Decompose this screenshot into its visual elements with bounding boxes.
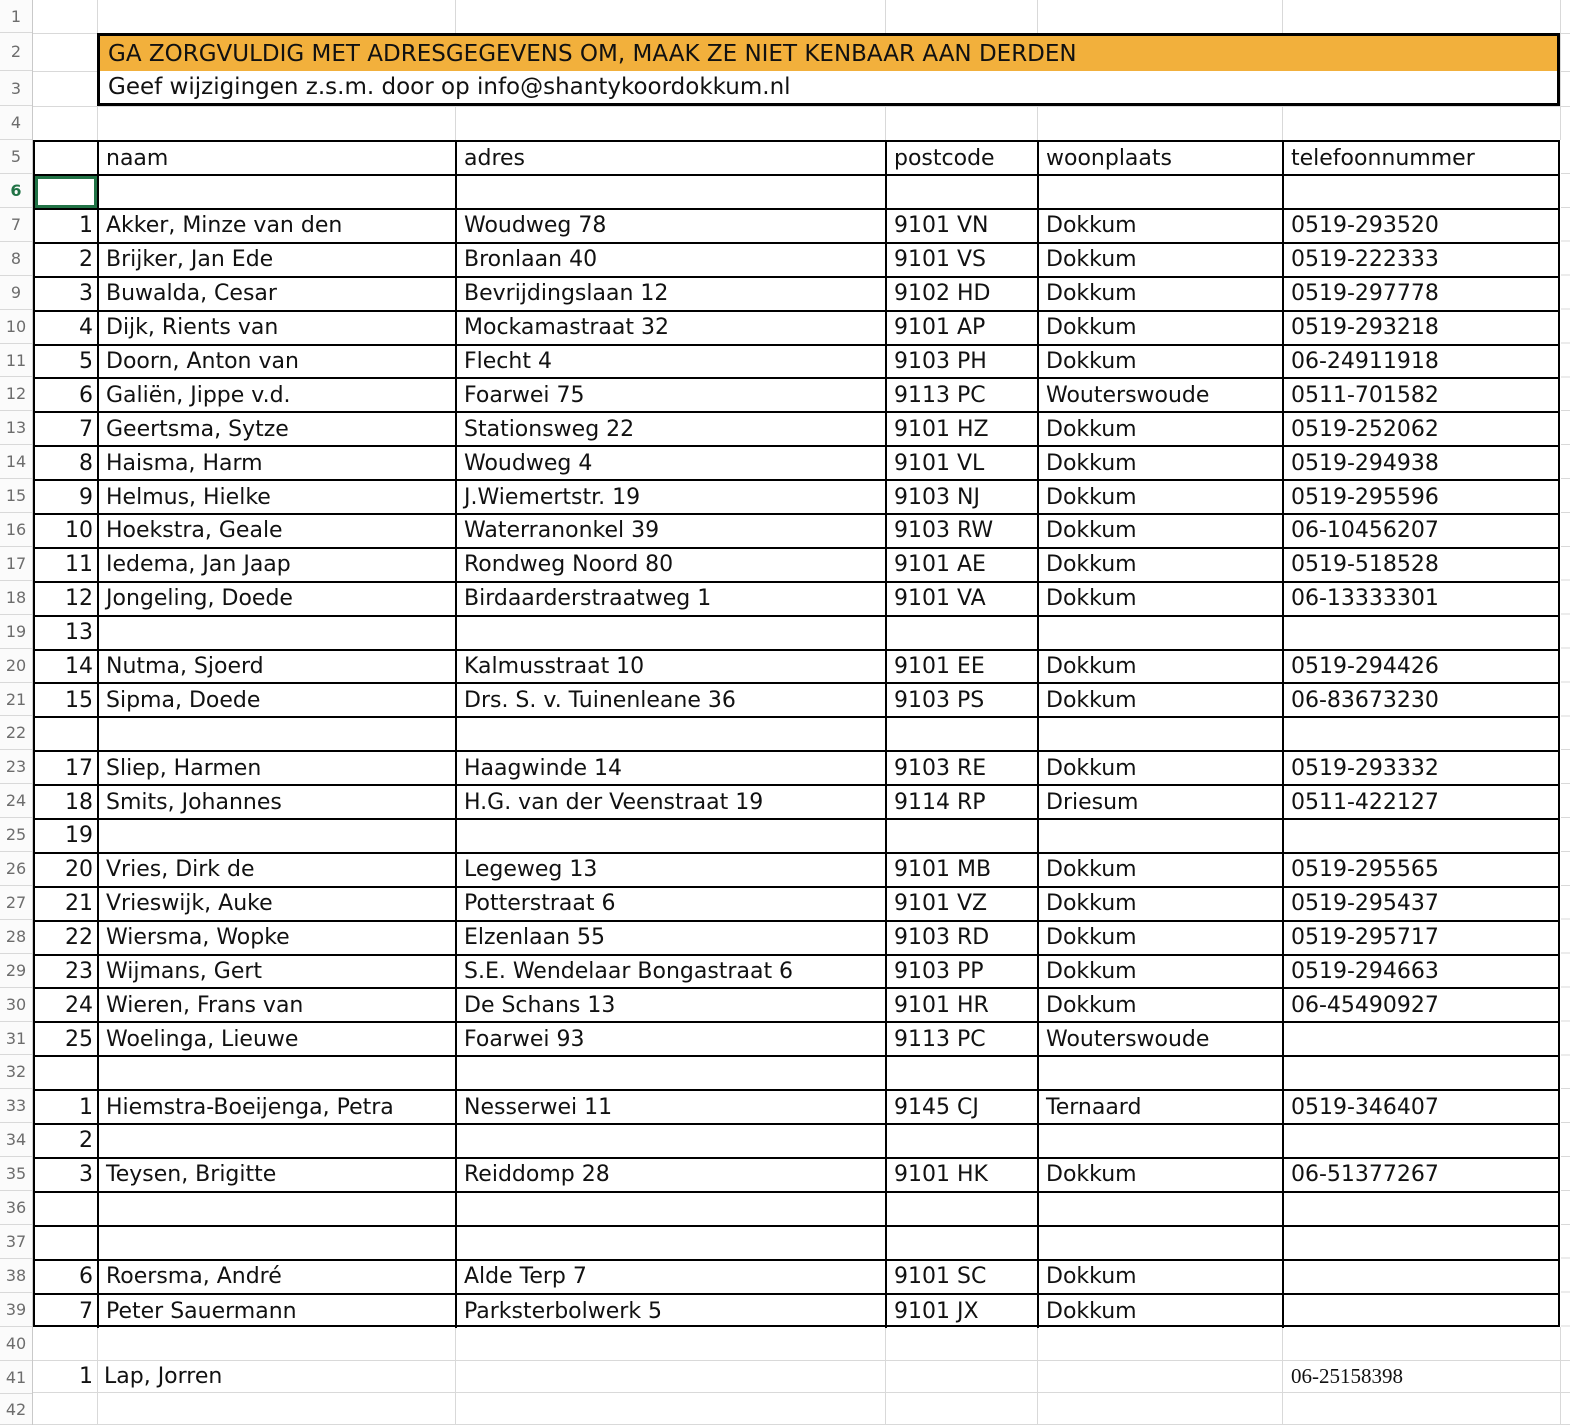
row-header-6[interactable]: 6 <box>0 174 32 208</box>
cell-row18-telefoonnummer[interactable]: 06-13333301 <box>1284 583 1558 617</box>
cell-row31-postcode[interactable]: 9113 PC <box>887 1023 1039 1057</box>
cell-row18-num[interactable]: 12 <box>35 583 99 617</box>
cell-row38-postcode[interactable]: 9101 SC <box>887 1261 1039 1295</box>
cell-row33-telefoonnummer[interactable]: 0519-346407 <box>1284 1091 1558 1125</box>
cell-row29-telefoonnummer[interactable]: 0519-294663 <box>1284 956 1558 990</box>
cell-row41-telefoon[interactable]: 06-25158398 <box>1291 1363 1403 1388</box>
cell-row16-woonplaats[interactable]: Dokkum <box>1039 515 1284 549</box>
row-header-9[interactable]: 9 <box>0 276 32 310</box>
cell-row10-postcode[interactable]: 9101 AP <box>887 312 1039 346</box>
cell-row34-num[interactable]: 2 <box>35 1125 99 1159</box>
cell-row37-adres[interactable] <box>457 1227 887 1261</box>
row-header-1[interactable]: 1 <box>0 0 32 33</box>
cell-row23-naam[interactable]: Sliep, Harmen <box>99 752 457 786</box>
cell-row33-adres[interactable]: Nesserwei 11 <box>457 1091 887 1125</box>
cell-row38-woonplaats[interactable]: Dokkum <box>1039 1261 1284 1295</box>
row-header-13[interactable]: 13 <box>0 411 32 445</box>
cell-row31-adres[interactable]: Foarwei 93 <box>457 1023 887 1057</box>
cell-row35-naam[interactable]: Teysen, Brigitte <box>99 1159 457 1193</box>
cell-row8-woonplaats[interactable]: Dokkum <box>1039 244 1284 278</box>
cell-row19-adres[interactable] <box>457 617 887 651</box>
cell-row14-adres[interactable]: Woudweg 4 <box>457 447 887 481</box>
row-header-10[interactable]: 10 <box>0 310 32 344</box>
cell-row15-num[interactable]: 9 <box>35 481 99 515</box>
row-header-18[interactable]: 18 <box>0 581 32 615</box>
cell-row18-naam[interactable]: Jongeling, Doede <box>99 583 457 617</box>
row-header-4[interactable]: 4 <box>0 106 32 140</box>
cell-corner-a5[interactable] <box>35 142 99 176</box>
cell-row35-telefoonnummer[interactable]: 06-51377267 <box>1284 1159 1558 1193</box>
cell-row32-telefoonnummer[interactable] <box>1284 1057 1558 1091</box>
cell-row14-num[interactable]: 8 <box>35 447 99 481</box>
row-header-20[interactable]: 20 <box>0 649 32 683</box>
cell-row10-woonplaats[interactable]: Dokkum <box>1039 312 1284 346</box>
cell-row9-postcode[interactable]: 9102 HD <box>887 278 1039 312</box>
cell-row39-woonplaats[interactable]: Dokkum <box>1039 1295 1284 1329</box>
column-header-woonplaats[interactable]: woonplaats <box>1039 142 1284 176</box>
cell-row23-num[interactable]: 17 <box>35 752 99 786</box>
cell-row28-woonplaats[interactable]: Dokkum <box>1039 922 1284 956</box>
cell-row30-adres[interactable]: De Schans 13 <box>457 989 887 1023</box>
cell-row24-telefoonnummer[interactable]: 0511-422127 <box>1284 786 1558 820</box>
cell-row36-adres[interactable] <box>457 1193 887 1227</box>
cell-row9-naam[interactable]: Buwalda, Cesar <box>99 278 457 312</box>
cell-row35-woonplaats[interactable]: Dokkum <box>1039 1159 1284 1193</box>
cell-row18-adres[interactable]: Birdaarderstraatweg 1 <box>457 583 887 617</box>
cell-row16-num[interactable]: 10 <box>35 515 99 549</box>
cell-row17-adres[interactable]: Rondweg Noord 80 <box>457 549 887 583</box>
cell-row9-num[interactable]: 3 <box>35 278 99 312</box>
cell-row19-postcode[interactable] <box>887 617 1039 651</box>
cell-row28-num[interactable]: 22 <box>35 922 99 956</box>
cell-row34-woonplaats[interactable] <box>1039 1125 1284 1159</box>
cell-row8-telefoonnummer[interactable]: 0519-222333 <box>1284 244 1558 278</box>
cell-row32-adres[interactable] <box>457 1057 887 1091</box>
cell-row27-telefoonnummer[interactable]: 0519-295437 <box>1284 888 1558 922</box>
cell-row12-num[interactable]: 6 <box>35 379 99 413</box>
cell-row36-postcode[interactable] <box>887 1193 1039 1227</box>
cell-row25-telefoonnummer[interactable] <box>1284 820 1558 854</box>
column-header-telefoonnummer[interactable]: telefoonnummer <box>1284 142 1558 176</box>
cell-row31-telefoonnummer[interactable] <box>1284 1023 1558 1057</box>
cell-row25-postcode[interactable] <box>887 820 1039 854</box>
cell-row35-postcode[interactable]: 9101 HK <box>887 1159 1039 1193</box>
row-header-31[interactable]: 31 <box>0 1022 32 1056</box>
cell-row35-num[interactable]: 3 <box>35 1159 99 1193</box>
gridline <box>1282 1327 1283 1425</box>
row-header-17[interactable]: 17 <box>0 547 32 581</box>
column-header-postcode[interactable]: postcode <box>887 142 1039 176</box>
cell-row22-telefoonnummer[interactable] <box>1284 718 1558 752</box>
cell-row37-telefoonnummer[interactable] <box>1284 1227 1558 1261</box>
cell-row24-adres[interactable]: H.G. van der Veenstraat 19 <box>457 786 887 820</box>
cell-row6-telefoonnummer[interactable] <box>1284 176 1558 210</box>
cell-row30-telefoonnummer[interactable]: 06-45490927 <box>1284 989 1558 1023</box>
cell-row29-num[interactable]: 23 <box>35 956 99 990</box>
row-header-42[interactable]: 42 <box>0 1395 32 1425</box>
cell-row19-num[interactable]: 13 <box>35 617 99 651</box>
cell-row32-postcode[interactable] <box>887 1057 1039 1091</box>
cell-row6-postcode[interactable] <box>887 176 1039 210</box>
cell-row8-naam[interactable]: Brijker, Jan Ede <box>99 244 457 278</box>
row-header-33[interactable]: 33 <box>0 1089 32 1123</box>
cell-row11-naam[interactable]: Doorn, Anton van <box>99 346 457 380</box>
cell-row21-adres[interactable]: Drs. S. v. Tuinenleane 36 <box>457 684 887 718</box>
cell-row27-woonplaats[interactable]: Dokkum <box>1039 888 1284 922</box>
cell-row38-num[interactable]: 6 <box>35 1261 99 1295</box>
row-header-28[interactable]: 28 <box>0 920 32 954</box>
cell-row10-telefoonnummer[interactable]: 0519-293218 <box>1284 312 1558 346</box>
cell-row11-postcode[interactable]: 9103 PH <box>887 346 1039 380</box>
cell-row22-adres[interactable] <box>457 718 887 752</box>
row-header-3[interactable]: 3 <box>0 71 32 106</box>
cell-row7-woonplaats[interactable]: Dokkum <box>1039 210 1284 244</box>
row-header-5[interactable]: 5 <box>0 140 32 174</box>
cell-row22-num[interactable] <box>35 718 99 752</box>
cell-row18-woonplaats[interactable]: Dokkum <box>1039 583 1284 617</box>
cell-row20-adres[interactable]: Kalmusstraat 10 <box>457 651 887 685</box>
cell-row15-telefoonnummer[interactable]: 0519-295596 <box>1284 481 1558 515</box>
cell-row26-postcode[interactable]: 9101 MB <box>887 854 1039 888</box>
cell-row13-woonplaats[interactable]: Dokkum <box>1039 413 1284 447</box>
gridline <box>885 1327 886 1425</box>
gridline <box>1037 1327 1038 1425</box>
cell-row16-telefoonnummer[interactable]: 06-10456207 <box>1284 515 1558 549</box>
cell-row23-telefoonnummer[interactable]: 0519-293332 <box>1284 752 1558 786</box>
cell-row10-num[interactable]: 4 <box>35 312 99 346</box>
cell-row20-naam[interactable]: Nutma, Sjoerd <box>99 651 457 685</box>
cell-row38-telefoonnummer[interactable] <box>1284 1261 1558 1295</box>
cell-row39-naam[interactable]: Peter Sauermann <box>99 1295 457 1329</box>
cell-row28-telefoonnummer[interactable]: 0519-295717 <box>1284 922 1558 956</box>
cell-row26-num[interactable]: 20 <box>35 854 99 888</box>
cell-row25-woonplaats[interactable] <box>1039 820 1284 854</box>
row-header-19[interactable]: 19 <box>0 615 32 649</box>
cell-row16-adres[interactable]: Waterranonkel 39 <box>457 515 887 549</box>
cell-row37-num[interactable] <box>35 1227 99 1261</box>
cell-row7-telefoonnummer[interactable]: 0519-293520 <box>1284 210 1558 244</box>
cell-row34-postcode[interactable] <box>887 1125 1039 1159</box>
cell-row18-postcode[interactable]: 9101 VA <box>887 583 1039 617</box>
gridline <box>97 1327 98 1425</box>
row-header-37[interactable]: 37 <box>0 1225 32 1259</box>
row-header-30[interactable]: 30 <box>0 988 32 1022</box>
cell-row29-woonplaats[interactable]: Dokkum <box>1039 956 1284 990</box>
cell-row24-num[interactable]: 18 <box>35 786 99 820</box>
cell-row19-telefoonnummer[interactable] <box>1284 617 1558 651</box>
row-header-35[interactable]: 35 <box>0 1157 32 1191</box>
row-header-2[interactable]: 2 <box>0 33 32 71</box>
cell-row37-naam[interactable] <box>99 1227 457 1261</box>
row-header-23[interactable]: 23 <box>0 750 32 784</box>
row-header-39[interactable]: 39 <box>0 1293 32 1327</box>
cell-row22-naam[interactable] <box>99 718 457 752</box>
cell-row17-woonplaats[interactable]: Dokkum <box>1039 549 1284 583</box>
cell-row37-postcode[interactable] <box>887 1227 1039 1261</box>
cell-row12-telefoonnummer[interactable]: 0511-701582 <box>1284 379 1558 413</box>
cell-row33-postcode[interactable]: 9145 CJ <box>887 1091 1039 1125</box>
cell-row25-num[interactable]: 19 <box>35 820 99 854</box>
cell-row10-adres[interactable]: Mockamastraat 32 <box>457 312 887 346</box>
cell-row29-adres[interactable]: S.E. Wendelaar Bongastraat 6 <box>457 956 887 990</box>
cell-row16-naam[interactable]: Hoekstra, Geale <box>99 515 457 549</box>
cell-row25-naam[interactable] <box>99 820 457 854</box>
row-header-40[interactable]: 40 <box>0 1327 32 1361</box>
row-header-14[interactable]: 14 <box>0 445 32 479</box>
cell-row35-adres[interactable]: Reiddomp 28 <box>457 1159 887 1193</box>
row-header-32[interactable]: 32 <box>0 1056 32 1090</box>
cell-row26-naam[interactable]: Vries, Dirk de <box>99 854 457 888</box>
cell-row11-telefoonnummer[interactable]: 06-24911918 <box>1284 346 1558 380</box>
cell-row36-woonplaats[interactable] <box>1039 1193 1284 1227</box>
cell-row34-telefoonnummer[interactable] <box>1284 1125 1558 1159</box>
cell-row12-naam[interactable]: Galiën, Jippe v.d. <box>99 379 457 413</box>
row-header-38[interactable]: 38 <box>0 1259 32 1293</box>
column-header-adres[interactable]: adres <box>457 142 887 176</box>
row-header-strip <box>0 0 33 1425</box>
cell-row9-adres[interactable]: Bevrijdingslaan 12 <box>457 278 887 312</box>
gridline <box>1560 0 1561 140</box>
column-header-naam[interactable]: naam <box>99 142 457 176</box>
cell-row32-naam[interactable] <box>99 1057 457 1091</box>
cell-row13-postcode[interactable]: 9101 HZ <box>887 413 1039 447</box>
cell-row24-naam[interactable]: Smits, Johannes <box>99 786 457 820</box>
cell-row36-telefoonnummer[interactable] <box>1284 1193 1558 1227</box>
cell-row29-naam[interactable]: Wijmans, Gert <box>99 956 457 990</box>
cell-row32-num[interactable] <box>35 1057 99 1091</box>
cell-row6-adres[interactable] <box>457 176 887 210</box>
cell-row11-num[interactable]: 5 <box>35 346 99 380</box>
cell-row33-woonplaats[interactable]: Ternaard <box>1039 1091 1284 1125</box>
row-header-29[interactable]: 29 <box>0 954 32 988</box>
cell-row36-naam[interactable] <box>99 1193 457 1227</box>
row-header-36[interactable]: 36 <box>0 1191 32 1225</box>
cell-row21-postcode[interactable]: 9103 PS <box>887 684 1039 718</box>
cell-row13-num[interactable]: 7 <box>35 413 99 447</box>
gridline <box>33 106 1570 107</box>
cell-row26-adres[interactable]: Legeweg 13 <box>457 854 887 888</box>
cell-row20-postcode[interactable]: 9101 EE <box>887 651 1039 685</box>
cell-row30-num[interactable]: 24 <box>35 989 99 1023</box>
gridline <box>455 1327 456 1425</box>
cell-row17-num[interactable]: 11 <box>35 549 99 583</box>
member-table <box>33 140 1560 1327</box>
cell-row37-woonplaats[interactable] <box>1039 1227 1284 1261</box>
cell-row22-woonplaats[interactable] <box>1039 718 1284 752</box>
row-header-8[interactable]: 8 <box>0 242 32 276</box>
cell-row7-num[interactable]: 1 <box>35 210 99 244</box>
cell-row15-woonplaats[interactable]: Dokkum <box>1039 481 1284 515</box>
row-header-22[interactable]: 22 <box>0 717 32 751</box>
cell-row39-adres[interactable]: Parksterbolwerk 5 <box>457 1295 887 1329</box>
cell-row31-naam[interactable]: Woelinga, Lieuwe <box>99 1023 457 1057</box>
cell-row23-postcode[interactable]: 9103 RE <box>887 752 1039 786</box>
cell-row38-naam[interactable]: Roersma, André <box>99 1261 457 1295</box>
cell-row27-postcode[interactable]: 9101 VZ <box>887 888 1039 922</box>
cell-row17-naam[interactable]: Iedema, Jan Jaap <box>99 549 457 583</box>
cell-row39-postcode[interactable]: 9101 JX <box>887 1295 1039 1329</box>
cell-row27-num[interactable]: 21 <box>35 888 99 922</box>
cell-row34-naam[interactable] <box>99 1125 457 1159</box>
cell-row14-naam[interactable]: Haisma, Harm <box>99 447 457 481</box>
cell-row16-postcode[interactable]: 9103 RW <box>887 515 1039 549</box>
cell-row24-woonplaats[interactable]: Driesum <box>1039 786 1284 820</box>
cell-row8-adres[interactable]: Bronlaan 40 <box>457 244 887 278</box>
cell-row25-adres[interactable] <box>457 820 887 854</box>
cell-row39-num[interactable]: 7 <box>35 1295 99 1329</box>
cell-row38-adres[interactable]: Alde Terp 7 <box>457 1261 887 1295</box>
row-header-41[interactable]: 41 <box>0 1361 32 1395</box>
cell-row6-woonplaats[interactable] <box>1039 176 1284 210</box>
cell-row27-naam[interactable]: Vrieswijk, Auke <box>99 888 457 922</box>
cell-row27-adres[interactable]: Potterstraat 6 <box>457 888 887 922</box>
row-header-24[interactable]: 24 <box>0 784 32 818</box>
cell-row20-telefoonnummer[interactable]: 0519-294426 <box>1284 651 1558 685</box>
banner-warning-cell[interactable]: GA ZORGVULDIG MET ADRESGEGEVENS OM, MAAK ZE NIET KENBAAR AAN DERDEN <box>100 36 1557 71</box>
cell-row33-num[interactable]: 1 <box>35 1091 99 1125</box>
row-header-26[interactable]: 26 <box>0 852 32 886</box>
cell-row41-naam[interactable]: Lap, Jorren <box>104 1363 223 1389</box>
cell-row15-adres[interactable]: J.Wiemertstr. 19 <box>457 481 887 515</box>
row-header-34[interactable]: 34 <box>0 1123 32 1157</box>
cell-row6-naam[interactable] <box>99 176 457 210</box>
cell-row7-postcode[interactable]: 9101 VN <box>887 210 1039 244</box>
cell-row28-adres[interactable]: Elzenlaan 55 <box>457 922 887 956</box>
cell-row8-postcode[interactable]: 9101 VS <box>887 244 1039 278</box>
cell-row12-postcode[interactable]: 9113 PC <box>887 379 1039 413</box>
cell-row8-num[interactable]: 2 <box>35 244 99 278</box>
row-header-16[interactable]: 16 <box>0 513 32 547</box>
cell-row33-naam[interactable]: Hiemstra-Boeijenga, Petra <box>99 1091 457 1125</box>
cell-row21-telefoonnummer[interactable]: 06-83673230 <box>1284 684 1558 718</box>
cell-row19-woonplaats[interactable] <box>1039 617 1284 651</box>
warning-banner <box>97 33 1560 106</box>
cell-row28-postcode[interactable]: 9103 RD <box>887 922 1039 956</box>
cell-row34-adres[interactable] <box>457 1125 887 1159</box>
cell-row32-woonplaats[interactable] <box>1039 1057 1284 1091</box>
row-header-15[interactable]: 15 <box>0 479 32 513</box>
cell-row7-adres[interactable]: Woudweg 78 <box>457 210 887 244</box>
cell-row20-woonplaats[interactable]: Dokkum <box>1039 651 1284 685</box>
cell-row31-woonplaats[interactable]: Wouterswoude <box>1039 1023 1284 1057</box>
row-header-25[interactable]: 25 <box>0 818 32 852</box>
cell-row13-adres[interactable]: Stationsweg 22 <box>457 413 887 447</box>
cell-row17-postcode[interactable]: 9101 AE <box>887 549 1039 583</box>
cell-row30-naam[interactable]: Wieren, Frans van <box>99 989 457 1023</box>
gridline <box>33 1392 1570 1393</box>
cell-row23-adres[interactable]: Haagwinde 14 <box>457 752 887 786</box>
cell-row14-woonplaats[interactable]: Dokkum <box>1039 447 1284 481</box>
cell-row13-naam[interactable]: Geertsma, Sytze <box>99 413 457 447</box>
cell-row22-postcode[interactable] <box>887 718 1039 752</box>
cell-row23-woonplaats[interactable]: Dokkum <box>1039 752 1284 786</box>
cell-row15-postcode[interactable]: 9103 NJ <box>887 481 1039 515</box>
banner-contact-cell[interactable]: Geef wijzigingen z.s.m. door op info@shantykoordokkum.nl <box>108 74 791 100</box>
cell-row11-adres[interactable]: Flecht 4 <box>457 346 887 380</box>
cell-row12-adres[interactable]: Foarwei 75 <box>457 379 887 413</box>
cell-row19-naam[interactable] <box>99 617 457 651</box>
cell-row21-naam[interactable]: Sipma, Doede <box>99 684 457 718</box>
cell-row31-num[interactable]: 25 <box>35 1023 99 1057</box>
cell-row11-woonplaats[interactable]: Dokkum <box>1039 346 1284 380</box>
cell-row20-num[interactable]: 14 <box>35 651 99 685</box>
gridline <box>1560 1327 1561 1425</box>
cell-row12-woonplaats[interactable]: Wouterswoude <box>1039 379 1284 413</box>
cell-row29-postcode[interactable]: 9103 PP <box>887 956 1039 990</box>
cell-row21-woonplaats[interactable]: Dokkum <box>1039 684 1284 718</box>
cell-row9-telefoonnummer[interactable]: 0519-297778 <box>1284 278 1558 312</box>
cell-row15-naam[interactable]: Helmus, Hielke <box>99 481 457 515</box>
cell-row17-telefoonnummer[interactable]: 0519-518528 <box>1284 549 1558 583</box>
cell-row10-naam[interactable]: Dijk, Rients van <box>99 312 457 346</box>
row-header-12[interactable]: 12 <box>0 378 32 412</box>
gridline-sliver <box>1561 140 1570 1327</box>
cell-row9-woonplaats[interactable]: Dokkum <box>1039 278 1284 312</box>
row-header-27[interactable]: 27 <box>0 886 32 920</box>
cell-row7-naam[interactable]: Akker, Minze van den <box>99 210 457 244</box>
cell-row30-postcode[interactable]: 9101 HR <box>887 989 1039 1023</box>
cell-row30-woonplaats[interactable]: Dokkum <box>1039 989 1284 1023</box>
row-header-21[interactable]: 21 <box>0 683 32 717</box>
cell-row13-telefoonnummer[interactable]: 0519-252062 <box>1284 413 1558 447</box>
cell-row14-postcode[interactable]: 9101 VL <box>887 447 1039 481</box>
cell-row26-telefoonnummer[interactable]: 0519-295565 <box>1284 854 1558 888</box>
cell-row39-telefoonnummer[interactable] <box>1284 1295 1558 1329</box>
cell-row26-woonplaats[interactable]: Dokkum <box>1039 854 1284 888</box>
cell-row24-postcode[interactable]: 9114 RP <box>887 786 1039 820</box>
cell-row14-telefoonnummer[interactable]: 0519-294938 <box>1284 447 1558 481</box>
row-header-11[interactable]: 11 <box>0 344 32 378</box>
active-cell-a6[interactable] <box>35 176 99 210</box>
cell-row28-naam[interactable]: Wiersma, Wopke <box>99 922 457 956</box>
cell-row41-num[interactable]: 1 <box>79 1363 93 1389</box>
cell-row36-num[interactable] <box>35 1193 99 1227</box>
row-header-7[interactable]: 7 <box>0 208 32 242</box>
cell-row21-num[interactable]: 15 <box>35 684 99 718</box>
